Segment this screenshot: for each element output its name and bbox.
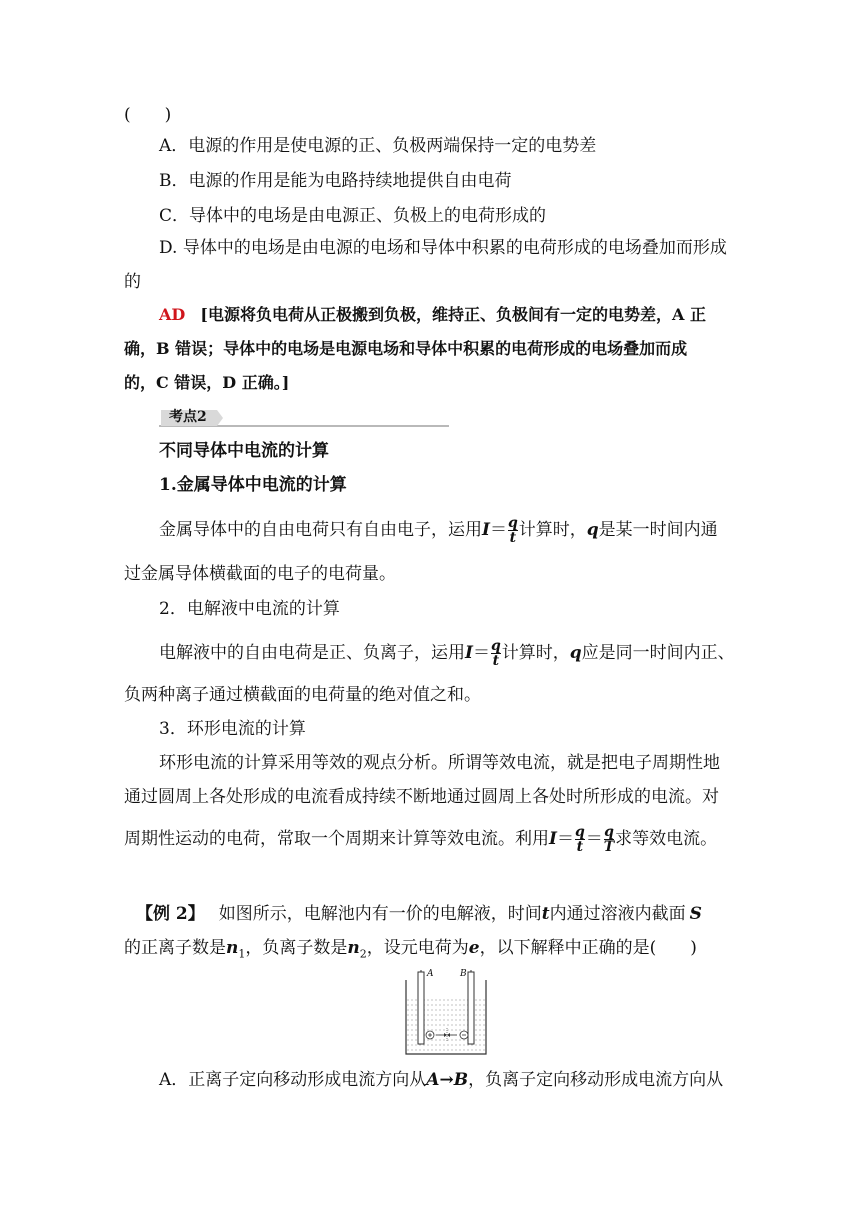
example2-line1: 【例 2】 如图所示，电解池内有一价的电解液，时间t内通过溶液内截面 S <box>136 904 702 924</box>
electrolytic-cell-diagram <box>402 970 490 1056</box>
option-b: B．电源的作用是能为电路持续地提供自由电荷 <box>159 171 512 191</box>
para1-line1: 金属导体中的自由电荷只有自由电子，运用I＝ $\frac{q}{t}$ 计算时，q是某一时间内通 <box>159 515 718 546</box>
figure-label-a: A <box>427 969 434 979</box>
para2-line1: 电解液中的自由电荷是正、负离子，运用I＝ $\frac{q}{t}$ 计算时，q应是同一时间内正、 <box>159 638 735 669</box>
para3-line1: 环形电流的计算采用等效的观点分析。所谓等效电流，就是把电子周期性地 <box>159 753 720 773</box>
example2-line2: 的正离子数是$n_1$，负离子数是$n_2$，设元电荷为e，以下解释中正确的是( ) <box>124 938 697 961</box>
para3-line2: 通过圆周上各处形成的电流看成持续不断地通过圆周上各处时所形成的电流。对 <box>124 787 719 807</box>
answer-line1: AD [电源将负电荷从正极搬到负极，维持正、负极间有一定的电势差，A 正 <box>159 305 706 324</box>
answer-label: AD <box>159 305 186 324</box>
fraction-q-over-T: $\frac{q}{T}$ <box>603 824 615 855</box>
para3-line3: 周期性运动的电荷，常取一个周期来计算等效电流。利用I＝ $\frac{q}{t}$ ＝ $\frac{q}{T}$ 求等效电流。 <box>124 824 718 855</box>
section-tag-label: 考点2 <box>169 409 207 425</box>
heading-2: 2．电解液中电流的计算 <box>159 599 340 619</box>
heading-3: 3．环形电流的计算 <box>159 719 306 739</box>
option-d-line2: 的 <box>124 272 141 292</box>
question-paren: ( ) <box>124 105 172 125</box>
fraction-q-over-t-3: $\frac{q}{t}$ <box>574 824 585 855</box>
example2-label: 【例 2】 <box>136 904 205 924</box>
answer-line3: 的，C 错误，D 正确。] <box>124 373 290 392</box>
option-a: A．电源的作用是使电源的正、负极两端保持一定的电势差 <box>159 136 597 156</box>
section-tag <box>159 408 449 428</box>
fraction-q-over-t: $\frac{q}{t}$ <box>507 515 518 546</box>
para2-line2: 负两种离子通过横截面的电荷量的绝对值之和。 <box>124 685 481 705</box>
option-d-line1: D. 导体中的电场是由电源的电场和导体中积累的电荷形成的电场叠加而形成 <box>159 238 727 258</box>
option-c: C．导体中的电场是由电源正、负极上的电荷形成的 <box>159 206 547 226</box>
figure-label-b: B <box>460 969 467 979</box>
heading-1: 1.金属导体中电流的计算 <box>159 475 347 495</box>
answer-line2: 确，B 错误；导体中的电场是电源电场和导体中积累的电荷形成的电场叠加而成 <box>124 339 688 358</box>
fraction-q-over-t-2: $\frac{q}{t}$ <box>490 638 501 669</box>
example2-option-a: A．正离子定向移动形成电流方向从A→B，负离子定向移动形成电流方向从 <box>159 1070 724 1090</box>
electrolytic-cell-figure <box>402 970 490 1056</box>
section-title: 不同导体中电流的计算 <box>159 441 329 461</box>
para1-line2: 过金属导体横截面的电子的电荷量。 <box>124 564 396 584</box>
